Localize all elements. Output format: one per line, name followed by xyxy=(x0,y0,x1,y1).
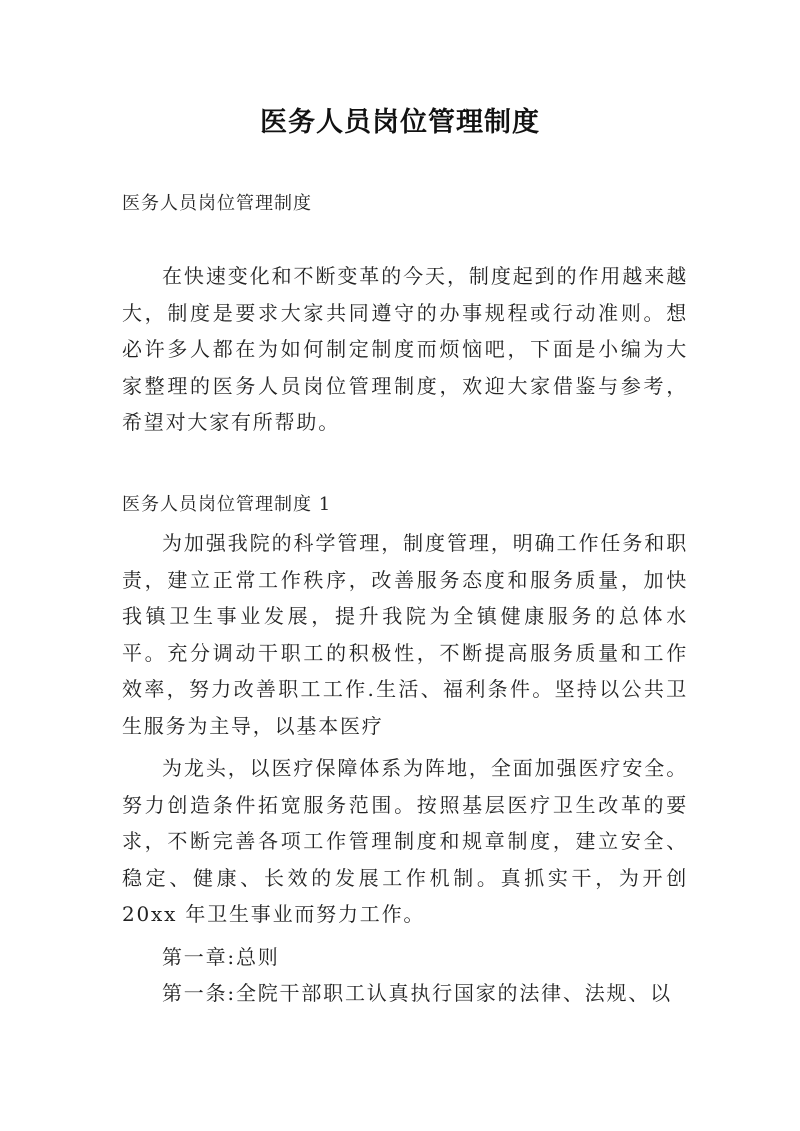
body-paragraph-2: 为龙头，以医疗保障体系为阵地，全面加强医疗安全。努力创造条件拓宽服务范围。按照基层医疗卫生改革的要求，不断完善各项工作管理制度和规章制度，建立安全、稳定、健康、长效的发展工作机制。真抓实干，为开创 20xx 年卫生事业而努力工作。 xyxy=(122,756,688,926)
article-line: 第一条:全院干部职工认真执行国家的法律、法规、以 xyxy=(162,981,672,1005)
document-title: 医务人员岗位管理制度 xyxy=(260,107,540,138)
intro-paragraph: 在快速变化和不断变革的今天，制度起到的作用越来越大，制度是要求大家共同遵守的办事规程或行动准则。想必许多人都在为如何制定制度而烦恼吧，下面是小编为大家整理的医务人员岗位管理制度，欢迎大家借鉴与参考，希望对大家有所帮助。 xyxy=(122,264,688,434)
body-paragraph-1: 为加强我院的科学管理，制度管理，明确工作任务和职责，建立正常工作秩序，改善服务态度和服务质量，加快我镇卫生事业发展，提升我院为全镇健康服务的总体水平。充分调动干职工的积极性，不断提高服务质量和工作效率，努力改善职工工作.生活、福利条件。坚持以公共卫生服务为主导，以基本医疗 xyxy=(122,531,688,738)
chapter-heading: 第一章:总则 xyxy=(162,945,280,969)
document-subtitle: 医务人员岗位管理制度 xyxy=(122,193,312,214)
section-heading: 医务人员岗位管理制度 1 xyxy=(122,494,332,515)
